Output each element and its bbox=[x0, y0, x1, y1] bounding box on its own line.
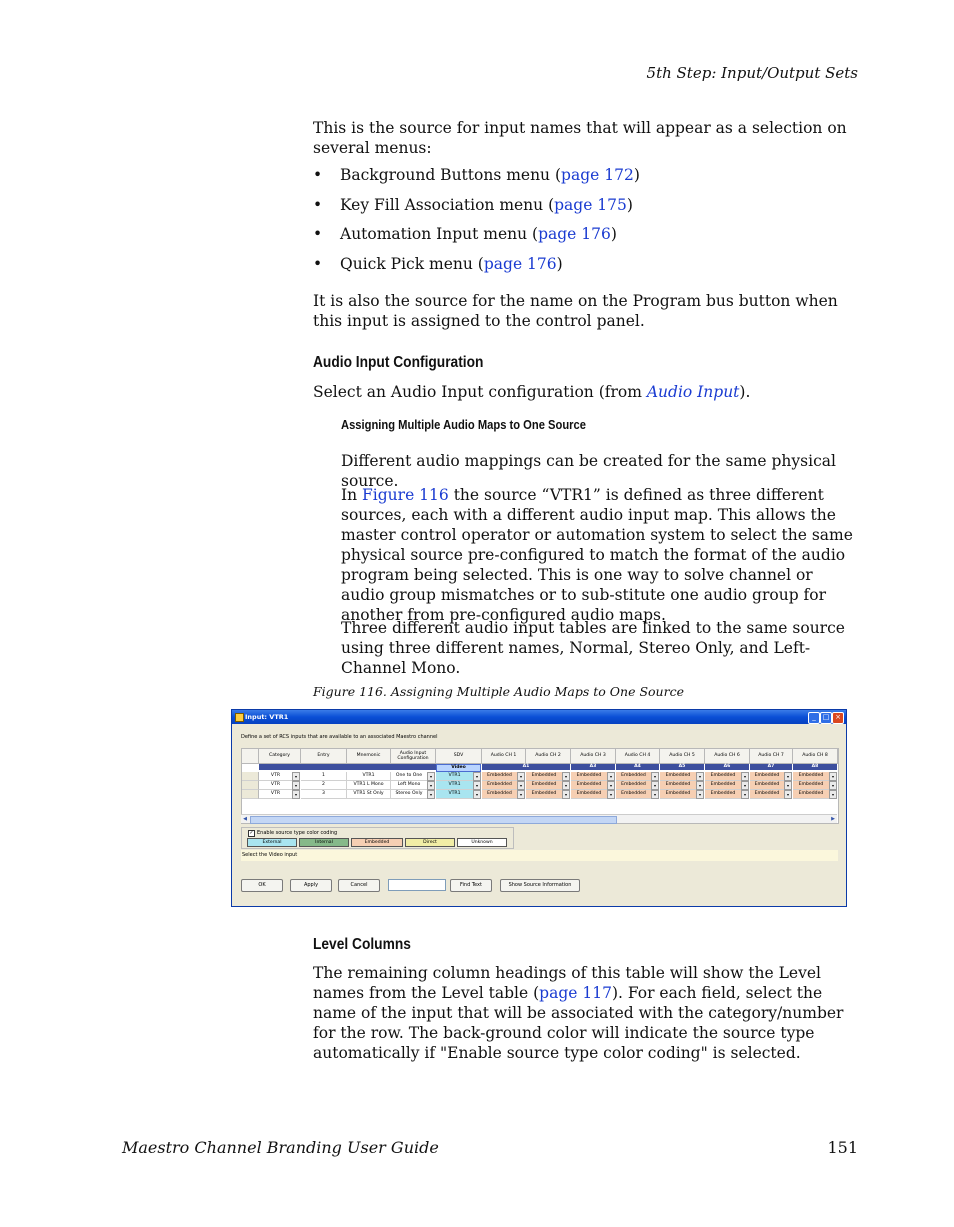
dropdown-arrow-icon[interactable]: ▾ bbox=[741, 790, 749, 799]
intro-paragraph: This is the source for input names that will appear as a selection on several menus: bbox=[313, 119, 847, 157]
input-dialog-window bbox=[231, 709, 847, 907]
level-label: Video bbox=[436, 764, 481, 772]
table-cell[interactable]: VTR bbox=[259, 781, 293, 790]
maximize-icon[interactable]: □ bbox=[820, 712, 832, 724]
table-cell[interactable]: Embedded bbox=[750, 772, 785, 781]
dropdown-arrow-icon[interactable]: ▾ bbox=[427, 790, 435, 799]
audio-input-link[interactable]: Audio Input bbox=[646, 383, 740, 401]
page-link[interactable]: page 176 bbox=[483, 255, 557, 273]
dropdown-arrow-icon[interactable]: ▾ bbox=[651, 772, 659, 781]
apply-button[interactable]: Apply bbox=[290, 879, 332, 892]
column-header[interactable]: Audio CH 2 bbox=[526, 749, 571, 764]
column-header[interactable]: Audio CH 8 bbox=[793, 749, 838, 764]
dropdown-arrow-icon[interactable]: ▾ bbox=[784, 772, 792, 781]
dropdown-arrow-icon[interactable]: ▾ bbox=[473, 790, 481, 799]
scroll-left-icon[interactable]: ◀ bbox=[243, 816, 247, 822]
color-coding-group bbox=[241, 827, 514, 849]
dropdown-arrow-icon[interactable]: ▾ bbox=[784, 790, 792, 799]
figure-caption: Figure 116. Assigning Multiple Audio Maps to One Source bbox=[313, 684, 684, 699]
table-cell[interactable]: 3 bbox=[301, 790, 347, 799]
column-header[interactable]: Audio CH 5 bbox=[660, 749, 705, 764]
dropdown-arrow-icon[interactable]: ▾ bbox=[829, 790, 837, 799]
row-selector[interactable] bbox=[242, 772, 259, 781]
dropdown-arrow-icon[interactable]: ▾ bbox=[696, 772, 704, 781]
dropdown-arrow-icon[interactable]: ▾ bbox=[292, 781, 300, 790]
color-coding-label: Enable source type color coding bbox=[257, 830, 338, 836]
dropdown-arrow-icon[interactable]: ▾ bbox=[829, 772, 837, 781]
running-header: 5th Step: Input/Output Sets bbox=[646, 64, 858, 82]
level-columns-paragraph: The remaining column headings of this table will show the Level names from the Level table (page 117). For each field, select the name of the input that will be associated with the category/number for the row. The back-ground color will indicate the source type automatically if "Enable source type color coding" is selected. bbox=[313, 964, 844, 1062]
dropdown-arrow-icon[interactable]: ▾ bbox=[696, 790, 704, 799]
table-cell[interactable]: Embedded bbox=[793, 781, 830, 790]
column-header[interactable]: Audio CH 7 bbox=[750, 749, 793, 764]
dropdown-arrow-icon[interactable]: ▾ bbox=[473, 781, 481, 790]
horizontal-scrollbar[interactable] bbox=[241, 814, 837, 823]
table-cell[interactable]: Embedded bbox=[660, 772, 697, 781]
table-cell[interactable]: VTR1 L Mono bbox=[347, 781, 391, 790]
table-cell[interactable]: VTR1 bbox=[436, 781, 474, 790]
table-cell[interactable]: VTR1 St Only bbox=[347, 790, 391, 799]
dropdown-arrow-icon[interactable]: ▾ bbox=[607, 772, 615, 781]
level-label: A8 bbox=[793, 764, 838, 770]
level-label: A1 bbox=[482, 764, 571, 770]
column-header[interactable]: Audio CH 1 bbox=[482, 749, 526, 764]
close-icon[interactable]: × bbox=[832, 712, 844, 724]
minimize-icon[interactable]: _ bbox=[808, 712, 820, 724]
table-cell[interactable]: Embedded bbox=[750, 781, 785, 790]
dropdown-arrow-icon[interactable]: ▾ bbox=[427, 781, 435, 790]
table-cell[interactable]: Embedded bbox=[660, 790, 697, 799]
row-selector[interactable] bbox=[242, 781, 259, 790]
dropdown-arrow-icon[interactable]: ▾ bbox=[562, 790, 570, 799]
dropdown-arrow-icon[interactable]: ▾ bbox=[696, 781, 704, 790]
level-bar bbox=[259, 764, 437, 770]
table-cell[interactable]: Embedded bbox=[526, 772, 563, 781]
swatch-embedded: Embedded bbox=[351, 838, 403, 847]
dropdown-arrow-icon[interactable]: ▾ bbox=[607, 790, 615, 799]
table-cell[interactable]: VTR bbox=[259, 790, 293, 799]
status-bar: Select the Video input bbox=[241, 850, 838, 861]
table-cell[interactable]: Stereo Only bbox=[391, 790, 428, 799]
dropdown-arrow-icon[interactable]: ▾ bbox=[517, 790, 525, 799]
level-label: A4 bbox=[616, 764, 660, 770]
table-cell[interactable]: Embedded bbox=[705, 790, 742, 799]
column-header[interactable]: Audio CH 4 bbox=[616, 749, 660, 764]
table-cell[interactable]: VTR1 bbox=[347, 772, 391, 781]
dropdown-arrow-icon[interactable]: ▾ bbox=[473, 772, 481, 781]
bullet-item: • Key Fill Association menu (page 175) bbox=[313, 196, 633, 214]
swatch-direct: Direct bbox=[405, 838, 455, 847]
page-link[interactable]: page 172 bbox=[561, 166, 634, 184]
column-header[interactable]: Entry bbox=[301, 749, 347, 764]
cancel-button[interactable]: Cancel bbox=[338, 879, 380, 892]
dropdown-arrow-icon[interactable]: ▾ bbox=[829, 781, 837, 790]
dropdown-arrow-icon[interactable]: ▾ bbox=[607, 781, 615, 790]
page-link[interactable]: page 176 bbox=[538, 225, 611, 243]
table-cell[interactable]: Embedded bbox=[571, 781, 608, 790]
heading-audio-input-configuration: Audio Input Configuration bbox=[313, 354, 484, 371]
level-label: A3 bbox=[571, 764, 616, 770]
audio-select-paragraph: Select an Audio Input configuration (from Audio Input). bbox=[313, 383, 751, 401]
ok-button[interactable]: OK bbox=[241, 879, 283, 892]
swatch-external: External bbox=[247, 838, 297, 847]
table-cell[interactable]: Embedded bbox=[616, 790, 652, 799]
show-source-information-button[interactable]: Show Source Information bbox=[500, 879, 580, 892]
column-header[interactable]: Category bbox=[259, 749, 301, 764]
dropdown-arrow-icon[interactable]: ▾ bbox=[651, 790, 659, 799]
table-cell[interactable]: VTR1 bbox=[436, 772, 474, 781]
dialog-description: Define a set of RCS inputs that are available to an associated Maestro channel bbox=[241, 734, 438, 740]
row-selector[interactable] bbox=[242, 790, 259, 799]
scrollbar-thumb[interactable] bbox=[250, 816, 617, 824]
table-cell[interactable]: Embedded bbox=[571, 790, 608, 799]
table-cell[interactable]: Embedded bbox=[616, 772, 652, 781]
table-cell[interactable]: Embedded bbox=[571, 772, 608, 781]
table-cell[interactable]: Embedded bbox=[705, 781, 742, 790]
bullet-item: • Background Buttons menu (page 172) bbox=[313, 166, 640, 184]
row-header-corner bbox=[242, 749, 259, 764]
dropdown-arrow-icon[interactable]: ▾ bbox=[292, 790, 300, 799]
table-cell[interactable]: Embedded bbox=[482, 772, 518, 781]
find-text-input[interactable] bbox=[388, 879, 446, 891]
app-icon bbox=[235, 713, 244, 722]
level-label: A6 bbox=[705, 764, 750, 770]
table-cell[interactable]: Embedded bbox=[793, 772, 830, 781]
heading-assigning-multiple-audio-maps: Assigning Multiple Audio Maps to One Source bbox=[341, 417, 586, 432]
dropdown-arrow-icon[interactable]: ▾ bbox=[784, 781, 792, 790]
different-mappings-paragraph: Different audio mappings can be created for the same physical source. bbox=[341, 452, 836, 490]
column-header[interactable]: SDV bbox=[436, 749, 482, 764]
column-header[interactable]: Mnemonic bbox=[347, 749, 391, 764]
dropdown-arrow-icon[interactable]: ▾ bbox=[292, 772, 300, 781]
table-cell[interactable]: Embedded bbox=[526, 790, 563, 799]
column-header[interactable]: Audio CH 3 bbox=[571, 749, 616, 764]
dropdown-arrow-icon[interactable]: ▾ bbox=[741, 781, 749, 790]
color-coding-checkbox[interactable]: ✓ bbox=[249, 830, 254, 836]
table-cell[interactable]: Embedded bbox=[705, 772, 742, 781]
table-cell[interactable]: Embedded bbox=[660, 781, 697, 790]
figure-reference-paragraph: In Figure 116 the source “VTR1” is defined as three different sources, each with a different audio input map. This allows the master control operator or automation system to select the same physical source pre-configured to match the format of the audio program being selected. This is one way to solve channel or audio group mismatches or to sub-stitute one audio group for another from pre-configured audio maps. bbox=[341, 486, 853, 624]
dropdown-arrow-icon[interactable]: ▾ bbox=[427, 772, 435, 781]
three-tables-paragraph: Three different audio input tables are linked to the same source using three different names, Normal, Stereo Only, and Left-Channel Mono. bbox=[341, 619, 845, 677]
input-table bbox=[241, 748, 839, 824]
table-cell[interactable]: VTR1 bbox=[436, 790, 474, 799]
table-cell[interactable]: Embedded bbox=[793, 790, 830, 799]
bullet-item: • Quick Pick menu (page 176) bbox=[313, 255, 563, 273]
dropdown-arrow-icon[interactable]: ▾ bbox=[517, 772, 525, 781]
program-bus-paragraph: It is also the source for the name on the Program bus button when this input is assigned to the control panel. bbox=[313, 292, 838, 330]
heading-level-columns: Level Columns bbox=[313, 936, 411, 953]
column-header[interactable]: Audio CH 6 bbox=[705, 749, 750, 764]
find-text-button[interactable]: Find Text bbox=[450, 879, 492, 892]
table-cell[interactable]: Embedded bbox=[750, 790, 785, 799]
table-cell[interactable]: Embedded bbox=[482, 790, 518, 799]
page-link[interactable]: page 117 bbox=[539, 984, 612, 1002]
window-title: Input: VTR1 bbox=[245, 713, 289, 721]
column-header[interactable]: Audio Input Configuration bbox=[391, 749, 436, 764]
bullet-item: • Automation Input menu (page 176) bbox=[313, 225, 617, 243]
swatch-internal: Internal bbox=[299, 838, 349, 847]
page-link[interactable]: page 175 bbox=[554, 196, 627, 214]
figure-link[interactable]: Figure 116 bbox=[362, 486, 449, 504]
scroll-right-icon[interactable]: ▶ bbox=[831, 816, 835, 822]
window-titlebar bbox=[232, 710, 846, 724]
level-label: A7 bbox=[750, 764, 793, 770]
dropdown-arrow-icon[interactable]: ▾ bbox=[562, 772, 570, 781]
footer-title: Maestro Channel Branding User Guide bbox=[122, 1138, 439, 1157]
table-cell[interactable]: Left Mono bbox=[391, 781, 428, 790]
table-cell[interactable]: Embedded bbox=[616, 781, 652, 790]
table-cell[interactable]: 1 bbox=[301, 772, 347, 781]
dropdown-arrow-icon[interactable]: ▾ bbox=[517, 781, 525, 790]
dropdown-arrow-icon[interactable]: ▾ bbox=[741, 772, 749, 781]
table-cell[interactable]: Embedded bbox=[482, 781, 518, 790]
table-cell[interactable]: VTR bbox=[259, 772, 293, 781]
table-cell[interactable]: One to One bbox=[391, 772, 428, 781]
table-cell[interactable]: 2 bbox=[301, 781, 347, 790]
dropdown-arrow-icon[interactable]: ▾ bbox=[562, 781, 570, 790]
swatch-unknown: Unknown bbox=[457, 838, 507, 847]
table-cell[interactable]: Embedded bbox=[526, 781, 563, 790]
page-number: 151 bbox=[827, 1138, 858, 1157]
level-label: A5 bbox=[660, 764, 705, 770]
dropdown-arrow-icon[interactable]: ▾ bbox=[651, 781, 659, 790]
